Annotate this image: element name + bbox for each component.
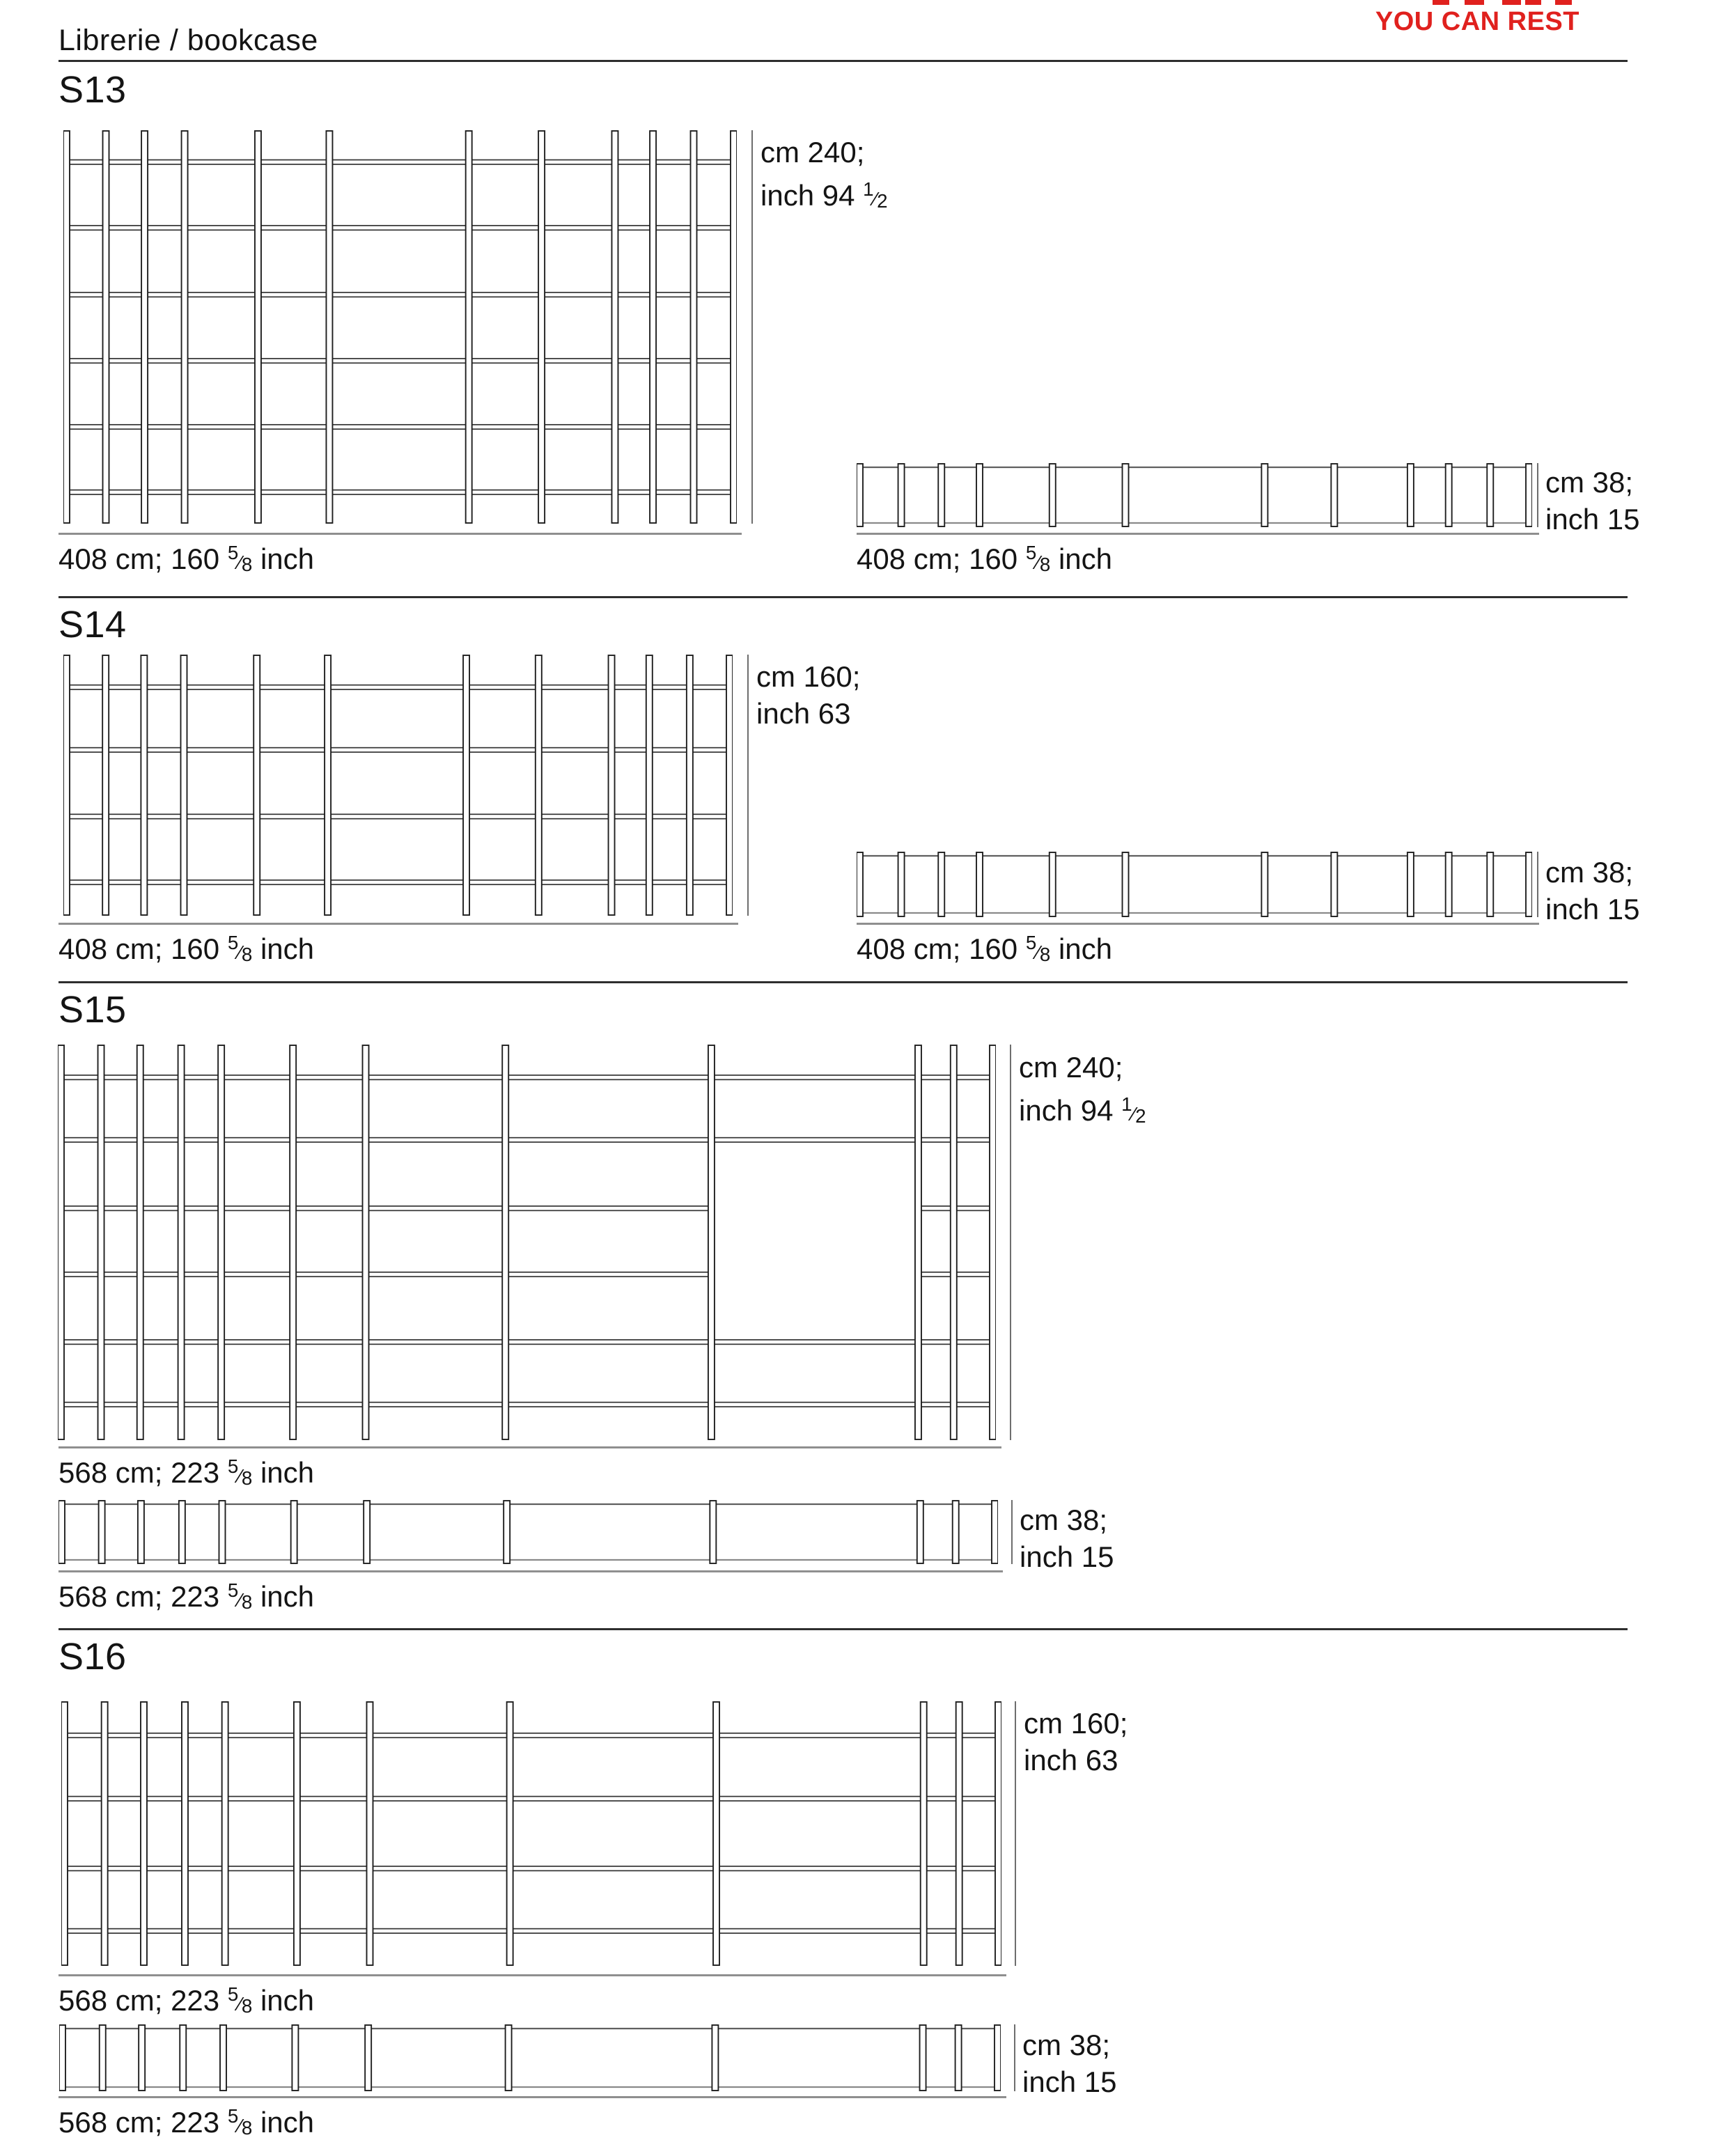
section-title-s16: S16 <box>58 1636 127 1678</box>
s16-front-height-label <box>1024 1705 1128 1779</box>
logo-cropped-text <box>1465 0 1484 5</box>
section-title-s13: S13 <box>58 69 127 111</box>
depth-cm: cm 38; <box>1022 2029 1111 2061</box>
fraction: $^5⁄_8$ <box>227 542 253 576</box>
s13-plan-depth-label <box>1545 464 1639 538</box>
s16-plan-width-label: 568 cm; 223 $^5⁄_8$ inch <box>58 2105 315 2139</box>
s16-front-height-dim-line <box>1015 1701 1016 1966</box>
s13-plan-width-dim-line <box>857 533 1539 535</box>
section-divider <box>58 981 1628 983</box>
fraction: $^5⁄_8$ <box>227 1983 253 2017</box>
s15-plan-width-label: 568 cm; 223 $^5⁄_8$ inch <box>58 1579 315 1614</box>
s14-plan-depth-dim-line <box>1537 852 1538 917</box>
s15-plan-drawing <box>58 1500 998 1564</box>
s16-front-width-label: 568 cm; 223 $^5⁄_8$ inch <box>58 1983 315 2017</box>
s13-front-width-label: 408 cm; 160 $^5⁄_8$ inch <box>58 542 315 576</box>
height-cm: cm 160; <box>756 660 861 693</box>
s15-front-width-dim-line <box>58 1446 1001 1448</box>
s14-front-width-dim-line <box>58 923 738 925</box>
s14-plan-depth-label <box>1545 854 1639 928</box>
s16-plan-depth-label <box>1022 2026 1116 2100</box>
depth-inch: inch 15 <box>1545 893 1640 925</box>
s15-front-width-label: 568 cm; 223 $^5⁄_8$ inch <box>58 1455 315 1490</box>
logo-cropped-text <box>1525 0 1541 5</box>
s13-plan-width-label: 408 cm; 160 $^5⁄_8$ inch <box>857 542 1113 576</box>
brand-logo-text: YOU CAN REST <box>1375 7 1580 36</box>
logo-cropped-text <box>1433 0 1449 5</box>
section-title-s15: S15 <box>58 989 127 1031</box>
s14-plan-width-label: 408 cm; 160 $^5⁄_8$ inch <box>857 932 1113 966</box>
bookcase-front-view <box>63 130 737 524</box>
s16-front-drawing <box>61 1701 1001 1966</box>
depth-inch: inch 15 <box>1022 2065 1117 2098</box>
depth-cm: cm 38; <box>1020 1503 1108 1536</box>
s14-front-height-label <box>756 658 860 732</box>
bookcase-plan-view <box>58 1500 998 1564</box>
height-inch: inch 94 $^1⁄_2$ <box>760 171 888 219</box>
page-title: Librerie / bookcase <box>58 24 318 57</box>
fraction: $^5⁄_8$ <box>227 1579 253 1614</box>
s14-front-width-label: 408 cm; 160 $^5⁄_8$ inch <box>58 932 315 966</box>
section-divider <box>58 1628 1628 1630</box>
s13-front-width-dim-line <box>58 533 742 535</box>
s13-front-height-label <box>760 134 888 219</box>
bookcase-plan-view <box>59 2024 1001 2091</box>
height-inch: inch 94 $^1⁄_2$ <box>1019 1086 1146 1134</box>
s15-plan-depth-dim-line <box>1011 1500 1013 1564</box>
depth-cm: cm 38; <box>1545 856 1634 889</box>
logo-cropped-text <box>1502 0 1521 5</box>
s15-plan-width-dim-line <box>58 1570 1003 1572</box>
s15-front-height-label <box>1019 1049 1146 1134</box>
s14-front-drawing <box>63 655 733 916</box>
s14-plan-width-dim-line <box>857 923 1539 925</box>
fraction: $^1⁄_2$ <box>863 178 888 212</box>
bookcase-front-view <box>58 1045 996 1440</box>
depth-cm: cm 38; <box>1545 466 1634 499</box>
height-cm: cm 160; <box>1024 1707 1128 1740</box>
fraction: $^5⁄_8$ <box>227 2105 253 2139</box>
height-cm: cm 240; <box>1019 1051 1123 1084</box>
bookcase-front-view <box>61 1701 1001 1966</box>
s13-front-drawing <box>63 130 737 524</box>
fraction: $^5⁄_8$ <box>227 932 253 966</box>
height-inch: inch 63 <box>1024 1744 1118 1776</box>
depth-inch: inch 15 <box>1020 1540 1114 1573</box>
bookcase-plan-view <box>857 852 1532 917</box>
height-inch: inch 63 <box>756 697 851 730</box>
s15-front-height-dim-line <box>1010 1045 1011 1440</box>
bookcase-front-view <box>63 655 733 916</box>
s16-front-width-dim-line <box>58 1974 1006 1976</box>
depth-inch: inch 15 <box>1545 503 1640 536</box>
logo-cropped-text <box>1555 0 1572 5</box>
bookcase-plan-view <box>857 463 1532 527</box>
s15-front-drawing <box>58 1045 996 1440</box>
section-title-s14: S14 <box>58 604 127 646</box>
fraction: $^1⁄_2$ <box>1121 1093 1146 1127</box>
s13-plan-drawing <box>857 463 1532 527</box>
s15-plan-depth-label <box>1020 1501 1114 1575</box>
fraction: $^5⁄_8$ <box>1025 542 1051 576</box>
s13-front-height-dim-line <box>751 130 753 524</box>
s16-plan-depth-dim-line <box>1014 2024 1015 2091</box>
s13-plan-depth-dim-line <box>1537 463 1538 527</box>
section-divider <box>58 596 1628 598</box>
header-rule <box>58 60 1628 62</box>
s14-front-height-dim-line <box>747 655 749 916</box>
s16-plan-width-dim-line <box>58 2096 1006 2098</box>
height-cm: cm 240; <box>760 136 865 169</box>
fraction: $^5⁄_8$ <box>1025 932 1051 966</box>
s14-plan-drawing <box>857 852 1532 917</box>
fraction: $^5⁄_8$ <box>227 1455 253 1490</box>
s16-plan-drawing <box>59 2024 1001 2091</box>
